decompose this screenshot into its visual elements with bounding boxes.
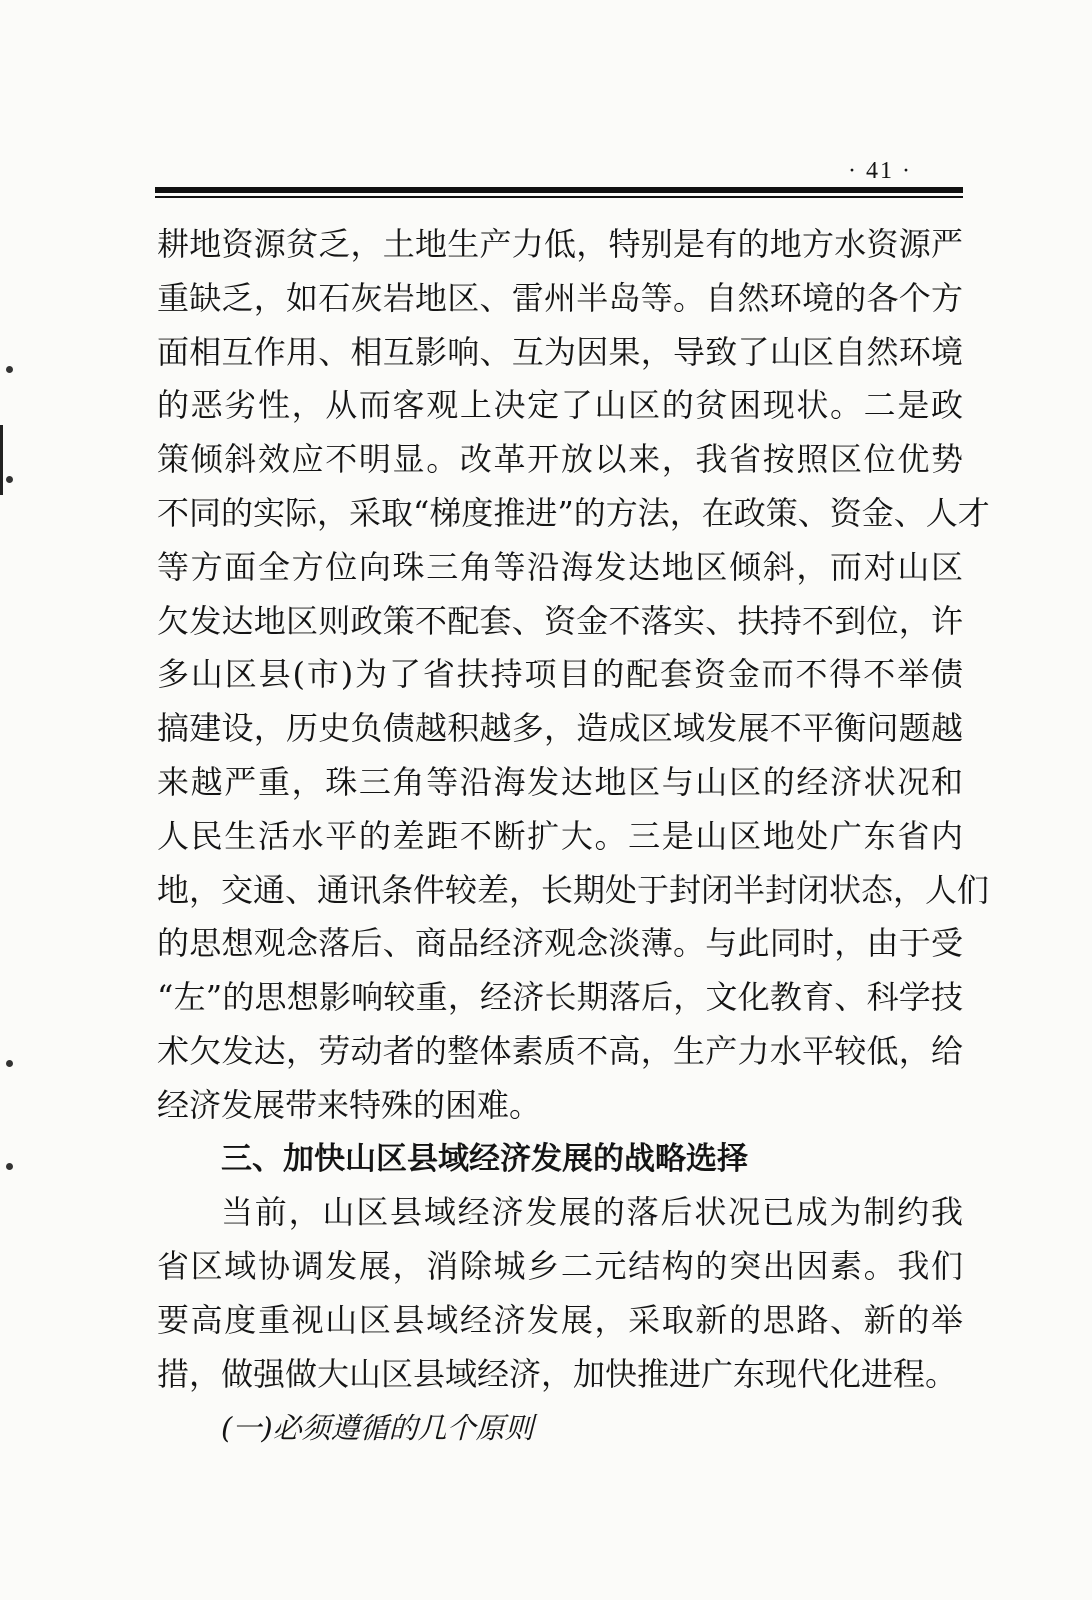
text-line: 策倾斜效应不明显。改革开放以来，我省按照区位优势 bbox=[157, 440, 963, 479]
subsection-heading: (一)必须遵循的几个原则 bbox=[221, 1410, 534, 1445]
header-rule-thick bbox=[155, 187, 963, 193]
text-line: 省区域协调发展，消除城乡二元结构的突出因素。我们 bbox=[157, 1247, 963, 1286]
text-line: 当前，山区县域经济发展的落后状况已成为制约我 bbox=[221, 1193, 963, 1232]
text-line: 来越严重，珠三角等沿海发达地区与山区的经济状况和 bbox=[157, 762, 963, 801]
text-line: 等方面全方位向珠三角等沿海发达地区倾斜，而对山区 bbox=[157, 547, 963, 586]
body-text bbox=[157, 218, 990, 1455]
text-line: 不同的实际，采取“梯度推进”的方法，在政策、资金、人才 bbox=[157, 493, 990, 532]
section-heading: 三、加快山区县域经济发展的战略选择 bbox=[221, 1140, 748, 1177]
text-line: 搞建设，历史负债越积越多，造成区域发展不平衡问题越 bbox=[157, 709, 963, 748]
header-rule-thin bbox=[155, 196, 963, 198]
text-line: 多山区县(市)为了省扶持项目的配套资金而不得不举债 bbox=[157, 655, 963, 694]
text-line: 经济发展带来特殊的困难。 bbox=[157, 1085, 542, 1124]
page-number: · 41 · bbox=[848, 158, 912, 184]
text-line: 面相互作用、相互影响、互为因果，导致了山区自然环境 bbox=[157, 332, 963, 371]
binding-hole bbox=[6, 366, 13, 373]
text-line: 重缺乏，如石灰岩地区、雷州半岛等。自然环境的各个方 bbox=[157, 278, 963, 317]
text-line: 耕地资源贫乏，土地生产力低，特别是有的地方水资源严 bbox=[157, 225, 963, 263]
text-line: 欠发达地区则政策不配套、资金不落实、扶持不到位，许 bbox=[157, 601, 963, 640]
text-line: “左”的思想影响较重，经济长期落后，文化教育、科学技 bbox=[157, 978, 963, 1017]
text-line: 术欠发达，劳动者的整体素质不高，生产力水平较低，给 bbox=[157, 1031, 963, 1070]
binding-hole bbox=[6, 1163, 13, 1170]
text-line: 的思想观念落后、商品经济观念淡薄。与此同时，由于受 bbox=[157, 924, 963, 963]
text-line: 要高度重视山区县域经济发展，采取新的思路、新的举 bbox=[157, 1300, 963, 1339]
scan-margin-mark bbox=[0, 425, 3, 495]
text-line: 地，交通、通讯条件较差，长期处于封闭半封闭状态，人们 bbox=[157, 870, 990, 909]
text-line: 措，做强做大山区县域经济，加快推进广东现代化进程。 bbox=[157, 1354, 958, 1393]
text-line: 人民生活水平的差距不断扩大。三是山区地处广东省内 bbox=[157, 816, 963, 855]
text-line: 的恶劣性，从而客观上决定了山区的贫困现状。二是政 bbox=[157, 386, 963, 425]
binding-hole bbox=[6, 1060, 13, 1067]
binding-hole bbox=[6, 476, 13, 483]
